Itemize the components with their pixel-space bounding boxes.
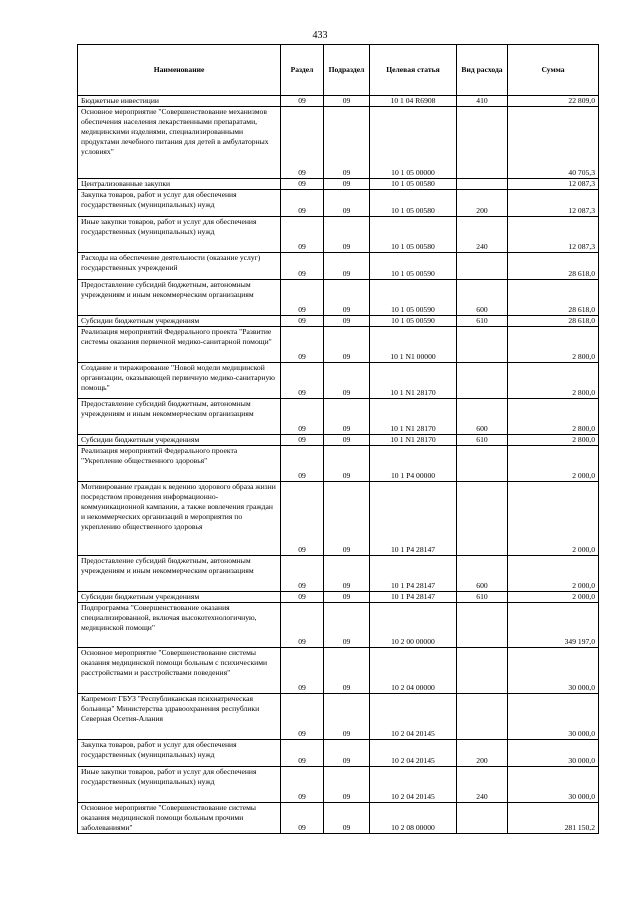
row-name-text: Создание и тиражирование "Новой модели медицинской организации, оказывающей первичную медико-санитарную помощь" [81,363,275,392]
row-vid [457,327,508,363]
header-celevaya: Целевая статья [370,45,457,96]
row-podrazdel-text: 09 [342,581,351,590]
row-podrazdel-text: 09 [342,352,351,361]
table-row [78,482,599,556]
row-name [78,592,281,603]
row-vid [457,603,508,648]
row-razdel-text: 09 [298,352,306,361]
row-vid-text: 200 [476,206,488,215]
row-summa-text: 2 000,0 [572,545,595,554]
row-podrazdel-text: 09 [342,545,351,554]
row-name [78,446,281,482]
table-row [78,694,599,740]
row-vid [457,280,508,316]
row-summa [508,179,599,190]
row-summa-text: 2 800,0 [572,388,595,397]
row-summa [508,435,599,446]
row-podrazdel [324,648,370,694]
row-podrazdel [324,803,370,834]
row-summa-text: 281 150,2 [564,823,595,832]
row-celevaya [370,327,457,363]
row-celevaya [370,253,457,280]
row-vid [457,694,508,740]
table-row [78,435,599,446]
row-celevaya [370,435,457,446]
row-celevaya-text: 10 1 N1 28170 [390,388,436,397]
row-celevaya-text: 10 1 05 00580 [391,206,435,215]
row-summa-text: 28 618,0 [568,305,595,314]
row-vid [457,556,508,592]
table-row [78,190,599,217]
row-name-text: Предоставление субсидий бюджетным, автономным учреждениям и иным некоммерческим организациям [81,399,254,418]
row-razdel-text: 09 [298,168,306,177]
table-row [78,179,599,190]
row-celevaya [370,482,457,556]
row-podrazdel-text: 09 [342,96,351,105]
row-razdel-text: 09 [298,823,306,832]
row-name [78,767,281,803]
row-summa-text: 28 618,0 [568,316,595,325]
row-podrazdel [324,399,370,435]
row-name [78,217,281,253]
row-summa-text: 40 705,3 [568,168,595,177]
row-celevaya [370,107,457,179]
row-name [78,363,281,399]
row-vid-text: 200 [476,756,488,765]
row-name-text: Субсидии бюджетным учреждениям [81,316,200,325]
row-vid [457,363,508,399]
row-vid [457,190,508,217]
header-summa: Сумма [508,45,599,96]
row-razdel [281,603,324,648]
row-summa-text: 30 000,0 [568,792,595,801]
row-summa-text: 2 000,0 [572,581,595,590]
row-name [78,603,281,648]
row-summa [508,327,599,363]
row-podrazdel-text: 09 [342,435,351,444]
table-body [78,96,599,834]
row-celevaya-text: 10 1 05 00580 [391,179,435,188]
row-name [78,280,281,316]
row-podrazdel [324,446,370,482]
row-vid [457,217,508,253]
row-summa [508,399,599,435]
row-razdel-text: 09 [298,179,306,188]
row-vid [457,803,508,834]
row-celevaya-text: 10 2 04 20145 [391,792,435,801]
row-name [78,740,281,767]
header-razdel: Раздел [281,45,324,96]
row-celevaya-text: 10 1 04 R6908 [390,96,436,105]
row-razdel [281,740,324,767]
header-name: Наименование [78,45,281,96]
row-name-text: Бюджетные инвестиции [81,96,159,105]
row-summa [508,592,599,603]
row-podrazdel-text: 09 [342,637,351,646]
row-vid [457,482,508,556]
row-summa-text: 2 800,0 [572,435,595,444]
row-podrazdel [324,327,370,363]
row-name-text: Иные закупки товаров, работ и услуг для обеспечения государственных (муниципальных) нужд [81,217,257,236]
row-razdel-text: 09 [298,388,306,397]
row-razdel [281,96,324,107]
row-summa-text: 2 000,0 [572,471,595,480]
row-celevaya-text: 10 1 N1 28170 [390,435,436,444]
row-name [78,694,281,740]
row-summa [508,803,599,834]
row-name-text: Предоставление субсидий бюджетным, автономным учреждениям и иным некоммерческим организациям [81,556,254,575]
row-razdel [281,327,324,363]
row-summa [508,648,599,694]
row-celevaya [370,592,457,603]
row-celevaya [370,556,457,592]
row-razdel-text: 09 [298,792,306,801]
row-razdel-text: 09 [298,435,306,444]
row-summa-text: 22 809,0 [568,96,595,105]
row-summa-text: 2 800,0 [572,424,595,433]
row-vid-text: 610 [476,435,488,444]
row-podrazdel [324,253,370,280]
page-number: 433 [312,30,328,41]
row-summa [508,556,599,592]
row-celevaya-text: 10 1 N1 00000 [390,352,436,361]
row-razdel-text: 09 [298,269,306,278]
row-celevaya [370,217,457,253]
row-vid-text: 610 [476,592,488,601]
row-name [78,179,281,190]
row-vid-text: 610 [476,316,488,325]
row-vid [457,767,508,803]
row-summa [508,446,599,482]
row-vid-text: 600 [476,581,488,590]
row-razdel [281,190,324,217]
table-row [78,280,599,316]
row-summa-text: 12 087,3 [568,206,595,215]
row-podrazdel-text: 09 [342,792,351,801]
row-razdel [281,803,324,834]
row-razdel-text: 09 [298,424,306,433]
row-celevaya [370,96,457,107]
row-celevaya-text: 10 2 08 00000 [391,823,435,832]
row-podrazdel [324,217,370,253]
row-summa [508,767,599,803]
table-row [78,217,599,253]
row-podrazdel [324,556,370,592]
row-podrazdel [324,740,370,767]
row-razdel [281,253,324,280]
row-razdel-text: 09 [298,206,306,215]
row-name-text: Подпрограмма "Совершенствование оказания специализированной, включая высокотехнологичную, медицинской помощи" [81,603,257,632]
row-celevaya-text: 10 1 P4 28147 [390,581,436,590]
row-name-text: Субсидии бюджетным учреждениям [81,435,200,444]
table-row [78,399,599,435]
row-summa-text: 12 087,3 [568,242,595,251]
row-razdel [281,694,324,740]
row-summa-text: 2 800,0 [572,352,595,361]
row-podrazdel-text: 09 [342,823,351,832]
table-row [78,592,599,603]
row-name [78,399,281,435]
row-celevaya [370,767,457,803]
row-celevaya-text: 10 1 05 00590 [391,305,435,314]
row-name-text: Предоставление субсидий бюджетным, автономным учреждениям и иным некоммерческим организациям [81,280,254,299]
row-celevaya [370,399,457,435]
row-summa [508,482,599,556]
row-name [78,435,281,446]
row-name [78,803,281,834]
table-row [78,767,599,803]
row-name [78,556,281,592]
row-podrazdel [324,435,370,446]
row-razdel-text: 09 [298,592,306,601]
row-name-text: Реализация мероприятий Федерального проекта "Укрепление общественного здоровья" [81,446,238,465]
row-name-text: Иные закупки товаров, работ и услуг для обеспечения государственных (муниципальных) нужд [81,767,257,786]
row-celevaya [370,179,457,190]
row-name-text: Капремонт ГБУЗ "Республиканская психиатрическая больница" Министерства здравоохранения республики Северная Осетия-Алания [81,694,260,723]
row-celevaya-text: 10 1 05 00590 [391,316,435,325]
row-razdel-text: 09 [298,637,306,646]
row-razdel [281,217,324,253]
row-name-text: Расходы на обеспечение деятельности (оказание услуг) государственных учреждений [81,253,261,272]
row-vid [457,316,508,327]
row-celevaya [370,648,457,694]
row-summa-text: 30 000,0 [568,683,595,692]
row-summa [508,694,599,740]
row-name [78,327,281,363]
row-podrazdel-text: 09 [342,471,351,480]
row-vid [457,107,508,179]
row-vid [457,253,508,280]
row-summa-text: 28 618,0 [568,269,595,278]
row-razdel-text: 09 [298,305,306,314]
row-celevaya-text: 10 1 P4 00000 [390,471,436,480]
row-podrazdel-text: 09 [342,683,351,692]
row-podrazdel-text: 09 [342,316,351,325]
row-podrazdel [324,280,370,316]
row-vid [457,740,508,767]
row-celevaya-text: 10 2 04 20145 [391,756,435,765]
row-name-text: Закупка товаров, работ и услуг для обеспечения государственных (муниципальных) нужд [81,740,237,759]
row-summa-text: 30 000,0 [568,729,595,738]
row-razdel [281,767,324,803]
table-row [78,316,599,327]
row-celevaya-text: 10 2 00 00000 [391,637,435,646]
row-vid-text: 240 [476,242,488,251]
row-celevaya-text: 10 1 05 00580 [391,242,435,251]
row-celevaya [370,190,457,217]
row-razdel [281,648,324,694]
row-vid [457,435,508,446]
row-podrazdel-text: 09 [342,424,351,433]
row-vid-text: 600 [476,305,488,314]
row-razdel [281,280,324,316]
table-header-row [78,45,599,96]
row-summa [508,190,599,217]
row-summa-text: 2 000,0 [572,592,595,601]
row-celevaya-text: 10 1 05 00000 [391,168,435,177]
table-row [78,803,599,834]
table-row [78,740,599,767]
row-razdel-text: 09 [298,471,306,480]
row-summa [508,603,599,648]
row-name [78,482,281,556]
row-podrazdel [324,363,370,399]
row-razdel [281,482,324,556]
row-name-text: Реализация мероприятий Федерального проекта "Развитие системы оказания первичной медико-санитарной помощи" [81,327,272,346]
row-razdel-text: 09 [298,96,306,105]
row-name [78,253,281,280]
row-razdel-text: 09 [298,729,306,738]
row-vid-text: 240 [476,792,488,801]
row-name-text: Основное мероприятие "Совершенствование системы оказания медицинской помощи больным прочими заболеваниями" [81,803,256,832]
row-celevaya [370,446,457,482]
row-summa [508,253,599,280]
row-podrazdel [324,592,370,603]
header-podrazdel: Подраздел [324,45,370,96]
table-row [78,556,599,592]
row-podrazdel-text: 09 [342,242,351,251]
row-razdel [281,179,324,190]
row-celevaya [370,740,457,767]
row-vid-text: 600 [476,424,488,433]
row-summa [508,280,599,316]
row-summa-text: 30 000,0 [568,756,595,765]
row-razdel [281,399,324,435]
row-vid [457,446,508,482]
row-podrazdel-text: 09 [342,756,351,765]
table-row [78,253,599,280]
row-name-text: Основное мероприятие "Совершенствование механизмов обеспечения населения лекарственными препаратами, медицинскими изделиями, специализированными продуктами лечебного питания для детей в амбулаторных условиях" [81,107,269,156]
row-name [78,316,281,327]
row-name [78,96,281,107]
row-vid [457,592,508,603]
row-podrazdel [324,107,370,179]
row-razdel-text: 09 [298,581,306,590]
row-name-text: Мотивирование граждан к ведению здорового образа жизни посредством проведения информационно-коммуникационной кампании, а также вовлечения граждан и некоммерческих организаций в мероприятия по укреплению общественного здоровья [81,482,276,531]
row-celevaya-text: 10 2 04 00000 [391,683,435,692]
row-summa [508,740,599,767]
row-summa [508,363,599,399]
row-summa [508,96,599,107]
table-row [78,96,599,107]
row-celevaya-text: 10 1 N1 28170 [390,424,436,433]
row-name [78,107,281,179]
row-podrazdel-text: 09 [342,206,351,215]
row-podrazdel-text: 09 [342,269,351,278]
row-podrazdel-text: 09 [342,592,351,601]
row-name [78,648,281,694]
row-summa [508,316,599,327]
row-vid [457,648,508,694]
row-razdel-text: 09 [298,756,306,765]
row-celevaya [370,363,457,399]
row-razdel-text: 09 [298,242,306,251]
row-razdel [281,316,324,327]
row-name-text: Закупка товаров, работ и услуг для обеспечения государственных (муниципальных) нужд [81,190,237,209]
table-row [78,363,599,399]
row-celevaya [370,694,457,740]
row-razdel [281,435,324,446]
row-podrazdel [324,316,370,327]
row-podrazdel-text: 09 [342,305,351,314]
row-podrazdel [324,96,370,107]
row-podrazdel [324,190,370,217]
row-podrazdel [324,482,370,556]
row-razdel-text: 09 [298,683,306,692]
row-vid-text: 410 [476,96,488,105]
row-razdel [281,446,324,482]
row-podrazdel [324,767,370,803]
row-razdel [281,363,324,399]
row-celevaya-text: 10 1 P4 28147 [390,592,436,601]
budget-table [77,44,599,834]
table-row [78,648,599,694]
table-row [78,603,599,648]
row-vid [457,179,508,190]
row-celevaya-text: 10 1 P4 28147 [390,545,436,554]
row-razdel [281,107,324,179]
row-podrazdel-text: 09 [342,729,351,738]
table-row [78,327,599,363]
row-name [78,190,281,217]
row-summa-text: 349 197,0 [564,637,595,646]
row-summa [508,107,599,179]
row-razdel-text: 09 [298,545,306,554]
row-celevaya [370,603,457,648]
row-name-text: Централизованные закупки [81,179,171,188]
row-podrazdel-text: 09 [342,179,351,188]
row-celevaya [370,280,457,316]
row-celevaya [370,803,457,834]
table-row [78,446,599,482]
row-podrazdel [324,603,370,648]
row-vid [457,96,508,107]
table-row [78,107,599,179]
header-vid: Вид расхода [457,45,508,96]
row-razdel-text: 09 [298,316,306,325]
row-celevaya-text: 10 2 04 20145 [391,729,435,738]
row-summa [508,217,599,253]
row-podrazdel-text: 09 [342,168,351,177]
row-podrazdel [324,694,370,740]
row-celevaya [370,316,457,327]
row-celevaya-text: 10 1 05 00590 [391,269,435,278]
row-razdel [281,592,324,603]
row-summa-text: 12 087,3 [568,179,595,188]
row-razdel [281,556,324,592]
row-podrazdel-text: 09 [342,388,351,397]
row-vid [457,399,508,435]
row-podrazdel [324,179,370,190]
row-name-text: Субсидии бюджетным учреждениям [81,592,200,601]
row-name-text: Основное мероприятие "Совершенствование системы оказания медицинской помощи больным с психическими расстройствами и расстройствами поведения" [81,648,268,677]
